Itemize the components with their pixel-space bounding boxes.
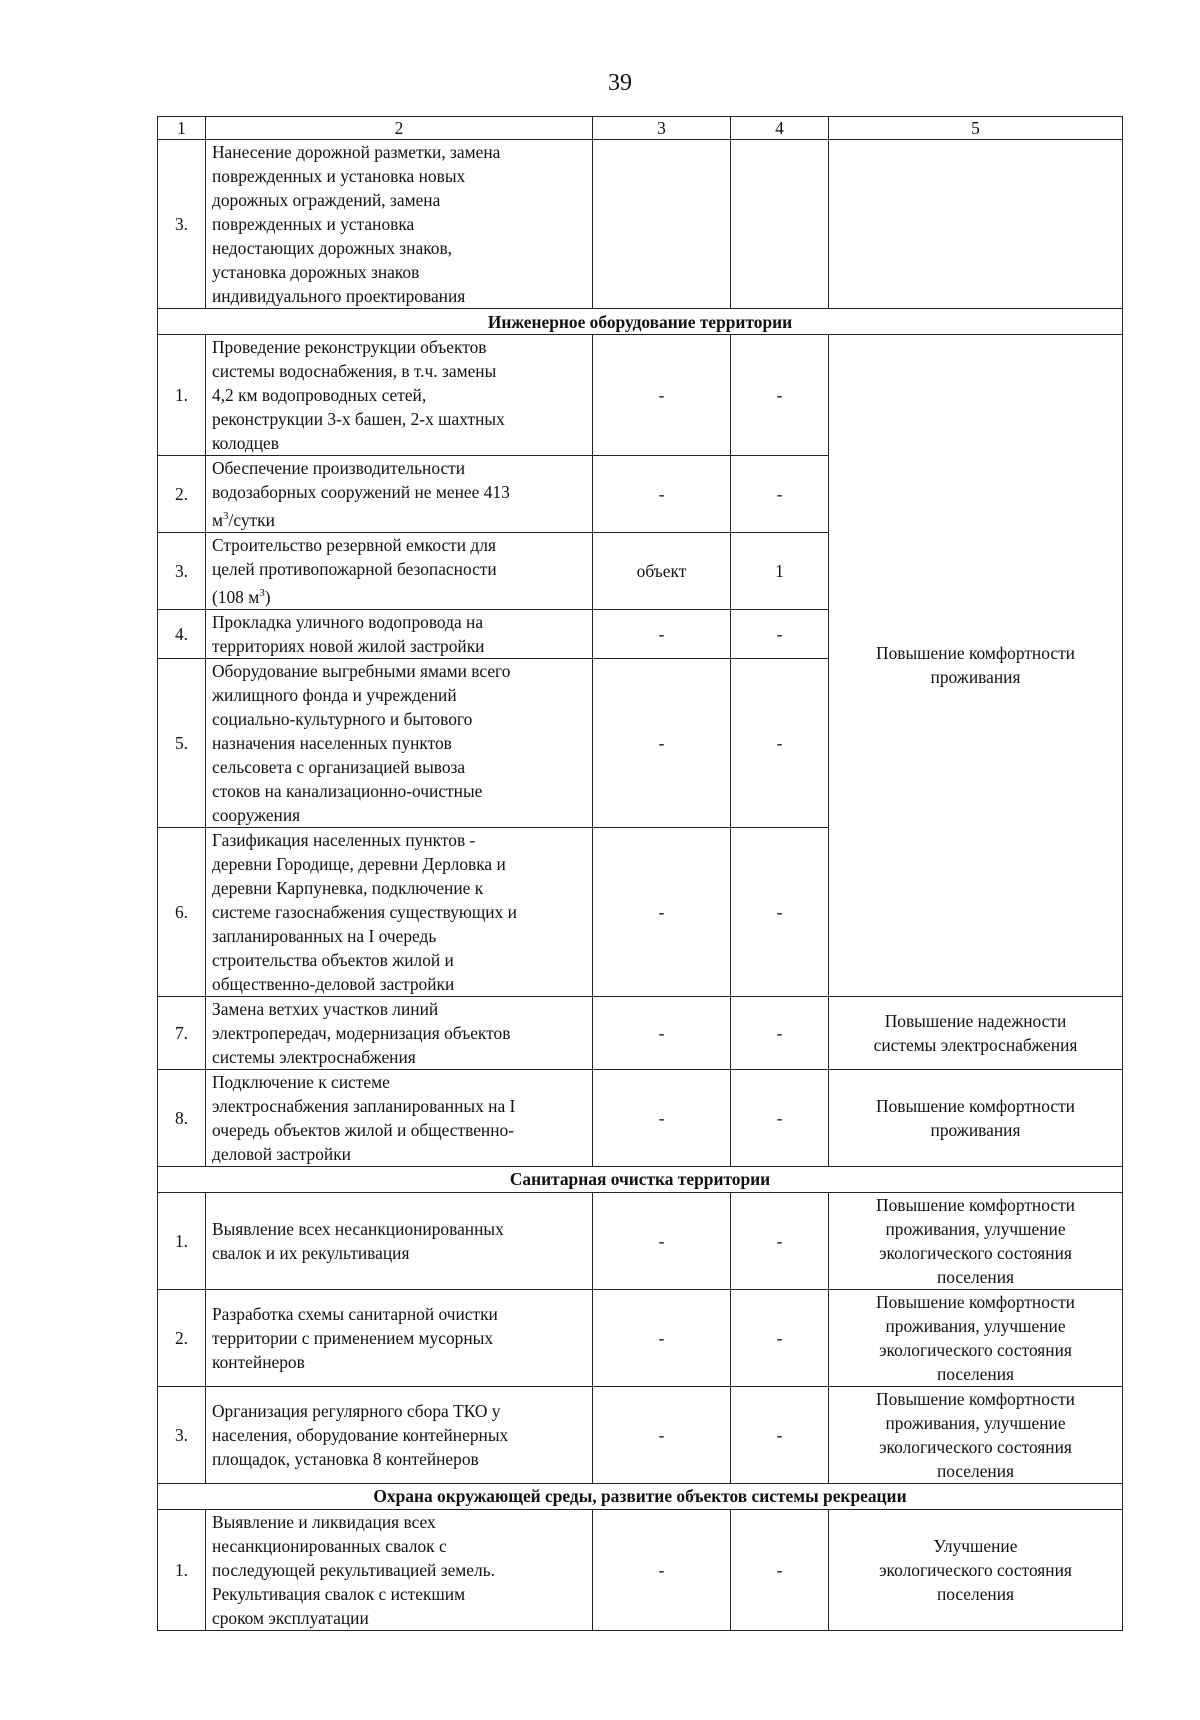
- table-row: [158, 1289, 1123, 1386]
- row-quantity: -: [731, 658, 829, 827]
- row-quantity: [731, 140, 829, 309]
- row-unit: -: [593, 996, 731, 1069]
- row-effect: [829, 140, 1123, 309]
- row-unit: -: [593, 1386, 731, 1483]
- column-header-1: 1: [158, 117, 206, 140]
- row-number: 4.: [158, 609, 206, 658]
- row-description: Прокладка уличного водопровода на территориях новой жилой застройки: [206, 609, 593, 658]
- row-quantity: -: [731, 827, 829, 996]
- table-header-row: [158, 117, 1123, 140]
- table-row: [158, 1192, 1123, 1289]
- row-description: Разработка схемы санитарной очистки территории с применением мусорных контейнеров: [206, 1289, 593, 1386]
- row-unit: -: [593, 335, 731, 456]
- row-number: 8.: [158, 1069, 206, 1166]
- row-quantity: -: [731, 1386, 829, 1483]
- column-header-4: 4: [731, 117, 829, 140]
- row-effect: Повышение надежности системы электроснабжения: [829, 996, 1123, 1069]
- section-heading-row: [158, 1483, 1123, 1509]
- row-quantity: -: [731, 996, 829, 1069]
- row-number: 3.: [158, 1386, 206, 1483]
- row-unit: -: [593, 456, 731, 533]
- row-description: Нанесение дорожной разметки, замена поврежденных и установка новых дорожных ограждений, замена поврежденных и установка недостающих дорожных знаков, установка дорожных знаков индивидуального проектирования: [206, 140, 593, 309]
- row-unit: -: [593, 1289, 731, 1386]
- row-description: Обеспечение производительности водозаборных сооружений не менее 413 $м^3$/сутки: [206, 456, 593, 533]
- row-description: Проведение реконструкции объектов системы водоснабжения, в т.ч. замены 4,2 км водопроводных сетей, реконструкции 3-х башен, 2-х шахтных колодцев: [206, 335, 593, 456]
- row-effect: Повышение комфортности проживания: [829, 1069, 1123, 1166]
- row-effect: Улучшение экологического состояния поселения: [829, 1509, 1123, 1630]
- row-description: Замена ветхих участков линий электропередач, модернизация объектов системы электроснабжения: [206, 996, 593, 1069]
- row-description: Строительство резервной емкости для целей противопожарной безопасности (108 $м^3$): [206, 532, 593, 609]
- table-row: [158, 1386, 1123, 1483]
- table-row: [158, 140, 1123, 309]
- section-title-sanitation: Санитарная очистка территории: [158, 1166, 1123, 1192]
- row-number: 2.: [158, 1289, 206, 1386]
- row-unit: -: [593, 1192, 731, 1289]
- section-title-engineering: Инженерное оборудование территории: [158, 309, 1123, 335]
- row-effect: Повышение комфортности проживания, улучшение экологического состояния поселения: [829, 1192, 1123, 1289]
- row-number: 5.: [158, 658, 206, 827]
- table-row: [158, 996, 1123, 1069]
- row-unit: -: [593, 609, 731, 658]
- table-row: [158, 1069, 1123, 1166]
- row-number: 2.: [158, 456, 206, 533]
- row-unit: -: [593, 1069, 731, 1166]
- row-quantity: 1: [731, 532, 829, 609]
- column-header-5: 5: [829, 117, 1123, 140]
- row-quantity: -: [731, 609, 829, 658]
- row-description: Газификация населенных пунктов - деревни Городище, деревни Дерловка и деревни Карпуневка, подключение к системе газоснабжения существующих и запланированных на I очередь строительства объектов жилой и общественно-деловой застройки: [206, 827, 593, 996]
- row-quantity: -: [731, 1289, 829, 1386]
- row-unit: -: [593, 1509, 731, 1630]
- column-header-2: 2: [206, 117, 593, 140]
- row-description: Оборудование выгребными ямами всего жилищного фонда и учреждений социально-культурного и бытового назначения населенных пунктов сельсовета с организацией вывоза стоков на канализационно-очистные сооружения: [206, 658, 593, 827]
- row-unit: -: [593, 658, 731, 827]
- row-description: Выявление и ликвидация всех несанкционированных свалок с последующей рекультивацией земель. Рекультивация свалок с истекшим сроком эксплуатации: [206, 1509, 593, 1630]
- row-quantity: -: [731, 1192, 829, 1289]
- row-description: Подключение к системе электроснабжения запланированных на I очередь объектов жилой и общественно- деловой застройки: [206, 1069, 593, 1166]
- row-unit: -: [593, 827, 731, 996]
- column-header-3: 3: [593, 117, 731, 140]
- row-unit: объект: [593, 532, 731, 609]
- row-number: 7.: [158, 996, 206, 1069]
- row-number: 3.: [158, 532, 206, 609]
- section-heading-row: [158, 309, 1123, 335]
- shared-effect: Повышение комфортности проживания: [829, 335, 1123, 997]
- row-number: 1.: [158, 1509, 206, 1630]
- row-quantity: -: [731, 335, 829, 456]
- row-number: 3.: [158, 140, 206, 309]
- row-description: Выявление всех несанкционированных свалок и их рекультивация: [206, 1192, 593, 1289]
- row-quantity: -: [731, 1069, 829, 1166]
- row-number: 1.: [158, 335, 206, 456]
- row-unit: [593, 140, 731, 309]
- row-effect: Повышение комфортности проживания, улучшение экологического состояния поселения: [829, 1386, 1123, 1483]
- row-effect: Повышение комфортности проживания, улучшение экологического состояния поселения: [829, 1289, 1123, 1386]
- row-description: Организация регулярного сбора ТКО у населения, оборудование контейнерных площадок, установка 8 контейнеров: [206, 1386, 593, 1483]
- section-title-environment: Охрана окружающей среды, развитие объектов системы рекреации: [158, 1483, 1123, 1509]
- section-heading-row: [158, 1166, 1123, 1192]
- row-number: 6.: [158, 827, 206, 996]
- row-quantity: -: [731, 456, 829, 533]
- table-row: [158, 1509, 1123, 1630]
- row-number: 1.: [158, 1192, 206, 1289]
- page-number: 39: [608, 70, 632, 96]
- row-quantity: -: [731, 1509, 829, 1630]
- measures-table: [157, 116, 1123, 1631]
- table-row: [158, 335, 1123, 456]
